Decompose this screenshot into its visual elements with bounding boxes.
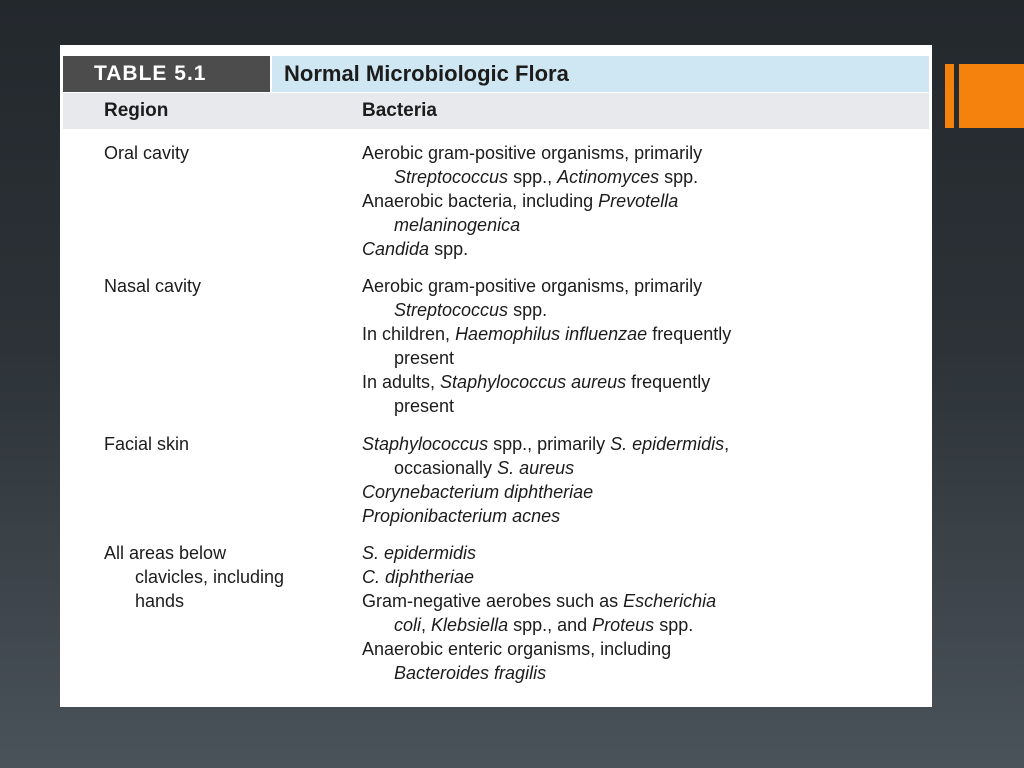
region-cell: clavicles, including (135, 567, 285, 587)
header-region: Region (104, 100, 169, 121)
table-title-bar (63, 56, 929, 92)
region-cell: Facial skin (104, 434, 190, 454)
header-bacteria: Bacteria (362, 100, 437, 121)
bacteria-line: C. diphtheriae (362, 567, 475, 587)
bacteria-line: Propionibacterium acnes (362, 506, 561, 526)
region-cell: Nasal cavity (104, 276, 202, 296)
bacteria-line: Candida spp. (362, 239, 469, 259)
bacteria-line: Anaerobic bacteria, including Prevotella (362, 191, 679, 211)
table-card (60, 45, 932, 707)
region-cell: hands (135, 591, 185, 611)
accent-bar-thick (959, 64, 1024, 128)
bacteria-line: Gram-negative aerobes such as Escherichia (362, 591, 717, 611)
bacteria-line: Streptococcus spp., Actinomyces spp. (394, 167, 699, 187)
bacteria-line: Anaerobic enteric organisms, including (362, 639, 672, 659)
bacteria-line: In children, Haemophilus influenzae frequently (362, 324, 732, 344)
bacteria-line: Staphylococcus spp., primarily S. epidermidis, (362, 434, 730, 454)
bacteria-line: Bacteroides fragilis (394, 663, 547, 683)
bacteria-line: present (394, 396, 455, 416)
bacteria-line: S. epidermidis (362, 543, 477, 563)
table-title: Normal Microbiologic Flora (270, 56, 929, 92)
table-header-row (63, 93, 929, 129)
bacteria-line: Streptococcus spp. (394, 300, 548, 320)
bacteria-line: occasionally S. aureus (394, 458, 575, 478)
bacteria-line: Aerobic gram-positive organisms, primarily (362, 143, 703, 163)
table-number-label: TABLE 5.1 (63, 56, 270, 92)
bacteria-line: present (394, 348, 455, 368)
bacteria-line: melaninogenica (394, 215, 521, 235)
accent-bar-thin (945, 64, 954, 128)
bacteria-line: coli, Klebsiella spp., and Proteus spp. (394, 615, 694, 635)
bacteria-line: Corynebacterium diphtheriae (362, 482, 594, 502)
region-cell: All areas below (104, 543, 227, 563)
bacteria-line: In adults, Staphylococcus aureus frequently (362, 372, 711, 392)
bacteria-line: Aerobic gram-positive organisms, primarily (362, 276, 703, 296)
region-cell: Oral cavity (104, 143, 190, 163)
